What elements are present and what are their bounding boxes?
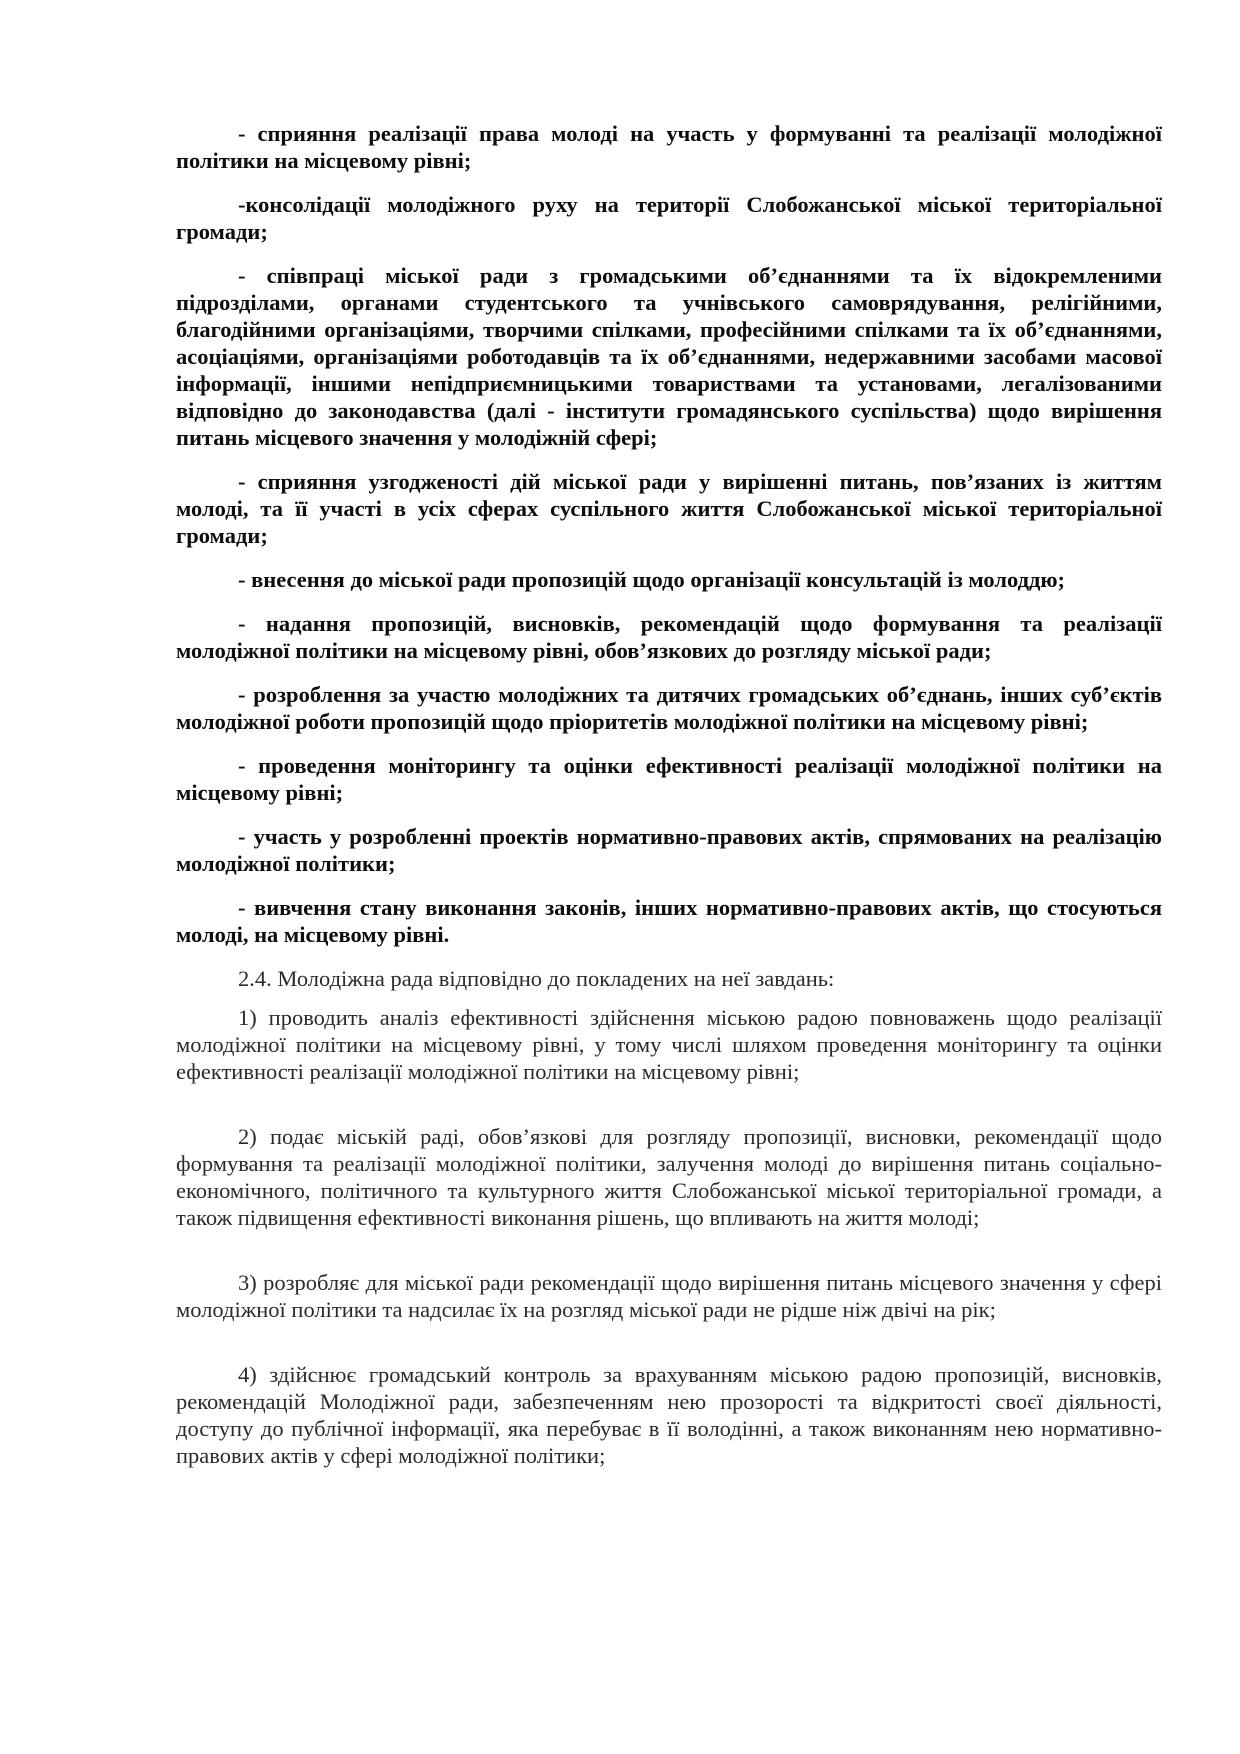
bold-paragraph: - внесення до міської ради пропозицій щодо організації консультацій із молоддю; — [238, 567, 1066, 592]
bold-paragraph: - сприяння узгодженості дій міської ради у вирішенні питань, пов’язаних із життям молоді, та її участі в усіх сферах суспільного життя Слобожанської міської територіальної громади; — [176, 469, 1162, 548]
bold-paragraph: - вивчення стану виконання законів, інших нормативно-правових актів, що стосуються молоді, на місцевому рівні. — [176, 895, 1162, 947]
bold-paragraph: - співпраці міської ради з громадськими об’єднаннями та їх відокремленими підрозділами, органами студентського та учнівського самоврядування, релігійними, благодійними організаціями, творчими спілками, професійними спілками та їх об’єднаннями, асоціаціями, організаціями роботодавців та їх об’єднаннями, недержавними засобами масової інформації, іншими непідприємницькими товариствами та установами, легалізованими відповідно до законодавства (далі - інститути громадянського суспільства) щодо вирішення питань місцевого значення у молодіжній сфері; — [176, 263, 1162, 450]
section-item-3: 3) розробляє для міської ради рекомендації щодо вирішення питань місцевого значення у сфері молодіжної політики та надсилає їх на розгляд міської ради не рідше ніж двічі на рік; — [176, 1270, 1162, 1322]
document-page — [176, 120, 1162, 1481]
bold-paragraph: - розроблення за участю молодіжних та дитячих громадських об’єднань, інших суб’єктів молодіжної роботи пропозицій щодо пріоритетів молодіжної політики на місцевому рівні; — [176, 682, 1162, 734]
bold-paragraph: -консолідації молодіжного руху на території Слобожанської міської територіальної громади; — [176, 192, 1162, 244]
section-item-4: 4) здійснює громадський контроль за врахуванням міською радою пропозицій, висновків, рекомендацій Молодіжної ради, забезпеченням нею прозорості та відкритості своєї діяльності, доступу до публічної інформації, яка перебуває в її володінні, а також виконанням нею нормативно-правових актів у сфері молодіжної політики; — [176, 1362, 1162, 1468]
bold-paragraph: - надання пропозицій, висновків, рекомендацій щодо формування та реалізації молодіжної політики на місцевому рівні, обов’язкових до розгляду міської ради; — [176, 611, 1162, 663]
section-item-1: 1) проводить аналіз ефективності здійснення міською радою повноважень щодо реалізації молодіжної політики на місцевому рівні, у тому числі шляхом проведення моніторингу та оцінки ефективності реалізації молодіжної політики на місцевому рівні; — [176, 1005, 1162, 1084]
bold-paragraph: - сприяння реалізації права молоді на участь у формуванні та реалізації молодіжної політики на місцевому рівні; — [176, 121, 1162, 173]
section-2-4-heading: 2.4. Молодіжна рада відповідно до покладених на неї завдань: — [238, 966, 835, 991]
section-item-2: 2) подає міській раді, обов’язкові для розгляду пропозиції, висновки, рекомендації щодо формування та реалізації молодіжної політики, залучення молоді до вирішення питань соціально-економічного, політичного та культурного життя Слобожанської міської територіальної громади, а також підвищення ефективності виконання рішень, що впливають на життя молоді; — [176, 1124, 1162, 1230]
bold-paragraph: - проведення моніторингу та оцінки ефективності реалізації молодіжної політики на місцевому рівні; — [176, 753, 1162, 805]
bold-paragraph: - участь у розробленні проектів нормативно-правових актів, спрямованих на реалізацію молодіжної політики; — [176, 824, 1162, 876]
